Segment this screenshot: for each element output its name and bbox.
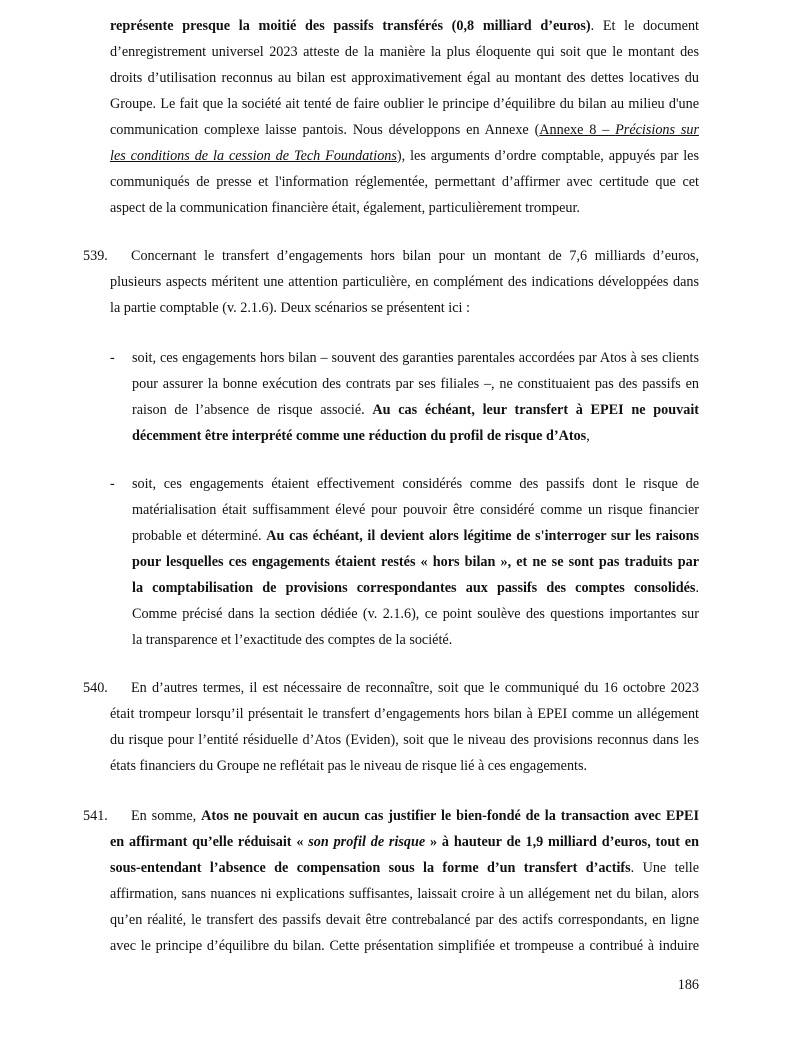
bold-text: la comptabilisation de provisions correspondantes aux passifs des comptes consolidés [132,580,696,596]
text-line: Comme précisé dans la section dédiée (v. 2.1.6), ce point soulève des questions importantes sur [132,606,699,622]
annex-link-italic[interactable]: les conditions de la cession de Tech Foundations [110,148,397,164]
text-line: du risque pour l’entité résiduelle d’Atos (Eviden), soit que le niveau des provisions reconnus dans les [110,732,699,748]
paragraph-number: 541. [83,808,108,824]
bold-text: décemment être interprété comme une réduction du profil de risque d’Atos [132,428,587,444]
text-line [132,400,699,420]
bold-text: pour lesquelles ces engagements étaient restés « hors bilan », et ne se sont pas traduits par [132,554,699,570]
text-span: . Et le document [590,18,700,34]
page-number: 186 [677,977,699,993]
text-span: raison de l’absence de risque associé. [132,402,373,418]
text-line: qu’en réalité, le transfert des passifs devait être contrebalancé par des actifs correspondants, en ligne [110,912,699,928]
text-line: affirmation, sans nuances ni explications suffisantes, laissait croire à un allégement net du bilan, alors [110,886,699,902]
text-span: . Une telle [630,860,699,876]
text-line: pour assurer la bonne exécution des contrats par ses filiales –, ne constituaient pas des passifs en [132,376,699,392]
text-line: droits d’utilisation reconnus au bilan est approximativement égal au montant des dettes locatives du [110,70,699,86]
text-line: soit, ces engagements étaient effectivement considérés comme des passifs dont le risque de [132,476,699,492]
paragraph-number: 539. [83,248,108,264]
text-line [110,16,699,36]
bullet-dash: - [110,476,115,492]
text-line: la partie comptable (v. 2.1.6). Deux scénarios se présentent ici : [110,300,470,316]
text-line: Groupe. Le fait que la société ait tenté de faire oublier le principe d’équilibre du bilan au milieu d'une [110,96,699,112]
text-span: , [586,428,590,444]
text-span: ), les arguments d’ordre comptable, appuyés par les [396,148,699,164]
text-line: Concernant le transfert d’engagements hors bilan pour un montant de 7,6 milliards d’euros, [131,248,699,264]
text-line [110,832,699,852]
text-line: d’enregistrement universel 2023 atteste de la manière la plus éloquente qui soit que le montant des [110,44,699,60]
text-line: états financiers du Groupe ne reflétait pas le niveau de risque lié à ces engagements. [110,758,588,774]
annex-link-text: Annexe 8 – [539,122,616,138]
bullet-dash: - [110,350,115,366]
bold-text: sous-entendant l’absence de compensation sous la forme d’un transfert d’actifs [110,860,631,876]
paragraph-number: 540. [83,680,108,696]
text-line: En d’autres termes, il est nécessaire de reconnaître, soit que le communiqué du 16 octobre 2023 [131,680,699,696]
text-line [132,578,699,598]
text-line: avec le principe d’équilibre du bilan. Cette présentation simplifiée et trompeuse a contribué à induire [110,938,699,954]
text-line: plusieurs aspects méritent une attention particulière, en complément des indications développées dans [110,274,699,290]
text-line [110,858,699,878]
text-line [110,120,699,140]
text-line [132,526,699,546]
annex-link-italic: Précisions sur [615,122,700,138]
text-span: probable et déterminé. [132,528,267,544]
bold-text: Au cas échéant, il devient alors légitime de s'interroger sur les raisons [266,528,699,544]
text-line [132,552,699,572]
text-line: soit, ces engagements hors bilan – souvent des garanties parentales accordées par Atos à ses clients [132,350,699,366]
text-span: communication complexe laisse pantois. Nous développons en Annexe ( [110,122,540,138]
bold-text: représente presque la moitié des passifs transférés (0,8 milliard d’euros) [110,18,591,34]
text-line: communiqués de presse et l'information réglementée, permettant d’affirmer avec certitude que cet [110,174,699,190]
annex-link[interactable] [539,122,699,138]
bold-text: en affirmant qu’elle réduisait « [110,834,309,850]
text-line [131,806,699,826]
bold-text: » à hauteur de 1,9 milliard d’euros, tout en [425,834,699,850]
bold-text: Au cas échéant, leur transfert à EPEI ne pouvait [372,402,699,418]
text-line [110,146,699,166]
text-line: matérialisation était suffisamment élevé pour pouvoir être considéré comme un risque financier [132,502,699,518]
text-line: aspect de la communication financière était, également, particulièrement trompeur. [110,200,580,216]
text-span: En somme, [131,808,202,824]
text-line: la transparence et l’exactitude des comptes de la société. [132,632,453,648]
text-line: était trompeur lorsqu’il présentait le transfert d’engagements hors bilan à EPEI comme un allégement [110,706,699,722]
text-line [132,426,699,446]
bold-text: Atos ne pouvait en aucun cas justifier le bien-fondé de la transaction avec EPEI [201,808,699,824]
text-span: . [695,580,699,596]
bold-italic-text: son profil de risque [308,834,426,850]
